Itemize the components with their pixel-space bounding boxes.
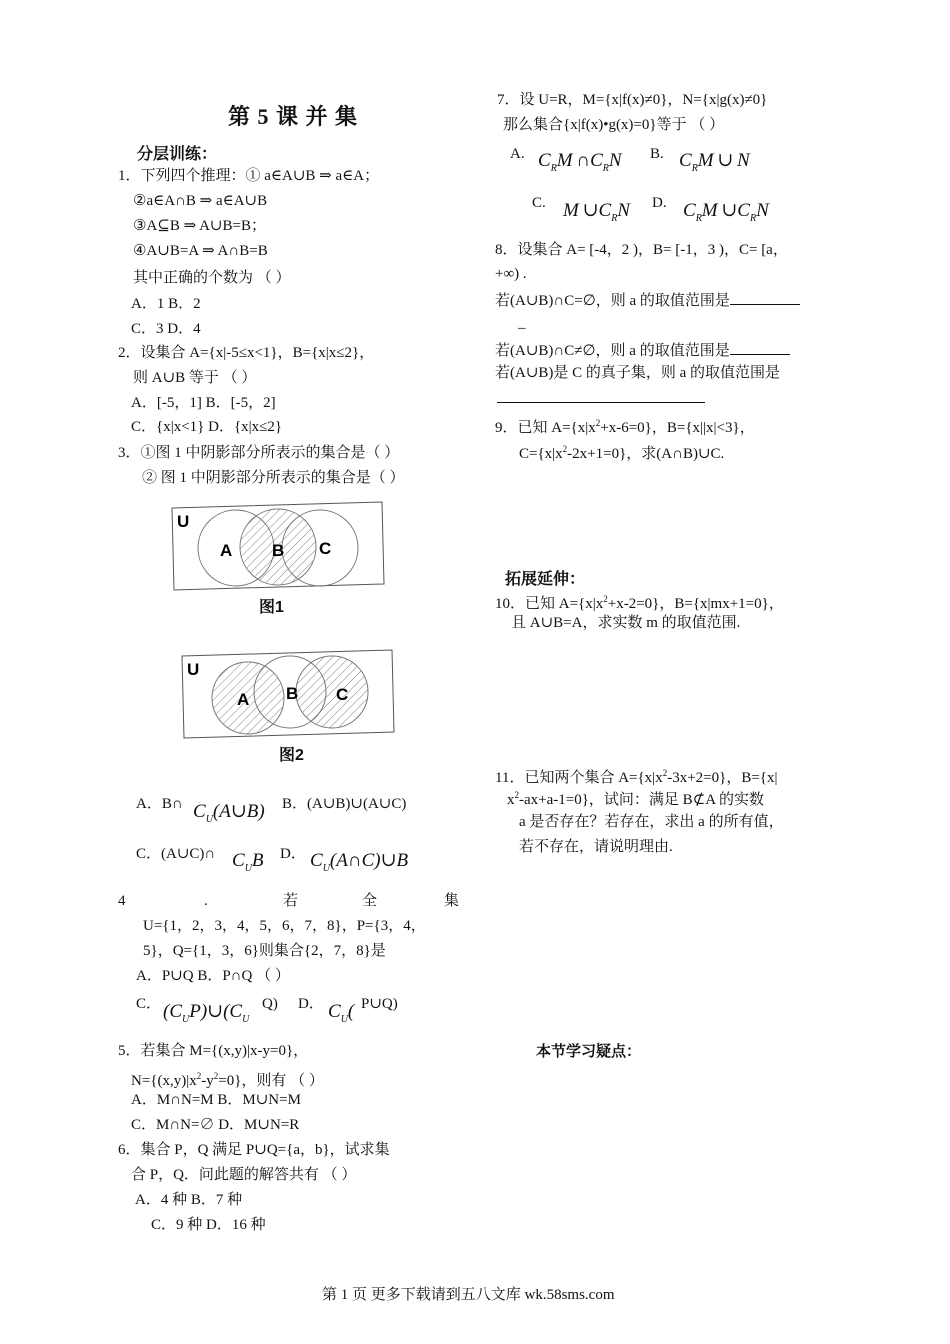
q8-line4: 若(A∪B)∩C≠∅，则 a 的取值范围是 xyxy=(495,340,790,360)
q4-dot: . xyxy=(204,893,208,909)
q5-options-cd: C．M∩N=∅ D．M∪N=R xyxy=(131,1117,300,1133)
q5-line2-c: =0}，则有 （ ） xyxy=(218,1073,324,1089)
q4-option-c-sub2: U xyxy=(242,1014,250,1025)
q10-line2: 且 A∪B=A，求实数 m 的取值范围. xyxy=(511,615,741,631)
q1-line4: ④A∪B=A ⇒ A∩B=B xyxy=(133,243,268,259)
q5-sup-1: 2 xyxy=(196,1071,202,1081)
q7-option-b-label: B. xyxy=(650,146,664,162)
q1-line5: 其中正确的个数为 （ ） xyxy=(133,270,291,286)
section-heading-layered: 分层训练： xyxy=(137,146,218,163)
q3-option-c-complement: C xyxy=(232,850,245,871)
q4-option-c xyxy=(163,1003,249,1024)
q5-line2-b: -y xyxy=(201,1073,214,1089)
q4-option-d-sub: U xyxy=(340,1014,348,1025)
fig1-label-b: B xyxy=(272,541,285,560)
q9-line2: $C=\{x|x^2-2x+1=0\}$，求(A∩B)∪C. xyxy=(519,444,725,462)
q3-option-b: B．(A∪B)∪(A∪C) xyxy=(282,796,407,812)
q5-stem: 5．若集合 M={(x,y)|x-y=0}， xyxy=(118,1043,309,1059)
q3-option-a-sub-u: U xyxy=(205,814,213,825)
q4-line2: U={1，2，3，4，5，6，7，8}，P={3，4， xyxy=(143,918,426,934)
q1-options-ab: A．1 B．2 xyxy=(131,296,201,312)
q4-option-d-prefix: D． xyxy=(298,996,324,1012)
q2-line2: 则 A∪B 等于 （ ） xyxy=(133,370,257,386)
fig1-caption: 图1 xyxy=(259,599,284,616)
q7-option-d: $C_RM$ $\cup C_RN$ xyxy=(683,200,769,224)
q7-option-b: $C_RM$ ∪ N xyxy=(679,150,750,174)
q8-blank-1 xyxy=(730,290,800,305)
q8-line2: +∞) . xyxy=(495,266,527,282)
q3-option-d xyxy=(310,852,408,873)
q8-line3-tail: _ xyxy=(518,315,526,331)
q4-option-c-sub1: U xyxy=(182,1014,190,1025)
fig2-caption: 图2 xyxy=(279,747,304,764)
q4-num: 4 xyxy=(118,893,126,909)
q4-option-c-q: Q) xyxy=(262,996,278,1012)
q3-option-c xyxy=(232,852,264,873)
page-footer: 第 1 页 更多下载请到五八文库 wk.58sms.com xyxy=(322,1287,615,1303)
q10-stem: 10．已知 $A=\{x|x^2+x-2=0\}$，B={x|mx+1=0}， xyxy=(495,594,784,612)
q7-stem: 7．设 U=R，M={x|f(x)≠0}，N={x|g(x)≠0} xyxy=(497,92,768,108)
fig1-label-u: U xyxy=(177,512,190,531)
q4-option-d-paren: ( xyxy=(347,1001,355,1022)
q8-blank-3 xyxy=(497,388,705,403)
q8-line3: 若(A∪B)∩C=∅，则 a 的取值范围是 xyxy=(495,290,800,310)
q3-option-a-prefix: A．B∩ xyxy=(136,796,183,812)
fig2-label-b: B xyxy=(286,684,299,703)
q3-option-d-complement: C xyxy=(310,850,323,871)
q1-options-cd: C．3 D．4 xyxy=(131,321,201,337)
q2-options-cd: C．{x|x<1} D．{x|x≤2} xyxy=(131,419,283,435)
q6-stem: 6．集合 P，Q 满足 P∪Q={a，b}，试求集 xyxy=(118,1142,390,1158)
q4-option-c-mid: P)∪(C xyxy=(189,1001,243,1022)
q3-stem: 3．①图 1 中阴影部分所表示的集合是（ ） xyxy=(118,445,400,461)
q3-option-d-sub-u: U xyxy=(322,863,330,874)
q8-blank-2 xyxy=(730,340,790,355)
venn-figure-2 xyxy=(180,648,400,744)
q7-option-a: $C_RM$ $\cap C_RN$ xyxy=(538,150,622,174)
q7-option-c-label: C. xyxy=(532,195,546,211)
q7-option-c: M $\cup C_RN$ xyxy=(563,200,630,224)
page-title: 第 5 课 并 集 xyxy=(228,104,359,129)
q11-line4: 若不存在，请说明理由. xyxy=(519,839,673,855)
q3-option-d-expr: (A∩C)∪B xyxy=(329,850,409,871)
q3-option-a-complement: C xyxy=(193,801,206,822)
q4-word-3: 集 xyxy=(444,893,460,909)
q4-option-c-prefix: C． xyxy=(136,996,162,1012)
q3-option-c-prefix: C．(A∪C)∩ xyxy=(136,846,216,862)
q7-option-d-label: D. xyxy=(652,195,667,211)
q4-option-d-rest: P∪Q) xyxy=(361,996,398,1012)
q3-option-a-expr: (A∪B) xyxy=(212,801,265,822)
q7-line2: 那么集合{x|f(x)•g(x)=0}等于 （ ） xyxy=(503,117,725,133)
q4-option-d xyxy=(328,1003,354,1024)
q6-line2: 合 P，Q．问此题的解答共有 （ ） xyxy=(131,1167,357,1183)
venn-figure-1 xyxy=(170,500,390,596)
q1-stem: 1．下列四个推理：① a∈A∪B ⇒ a∈A； xyxy=(118,168,380,184)
q9-stem: 9．已知 $A=\{x|x^2+x-6=0\}$，B={x||x|<3}， xyxy=(495,418,755,436)
q11-line2: $x^2-ax+a-1=0$}，试问：满足 B⊄A 的实数 xyxy=(507,790,765,808)
q4-option-c-expr1: (C xyxy=(163,1001,182,1022)
q1-line3: ③A⊆B ⇒ A∪B=B； xyxy=(133,218,266,234)
q8-stem: 8．设集合 A= [-4，2 )，B= [-1，3 )，C= [a， xyxy=(495,242,788,258)
q4-line3: 5}，Q={1，3，6}则集合{2，7，8}是 xyxy=(143,943,386,959)
q5-line2-a: N={(x,y)|x xyxy=(131,1073,197,1089)
q4-option-d-complement: C xyxy=(328,1001,341,1022)
q7-option-a-label: A. xyxy=(510,146,525,162)
q3-option-c-sub-u: U xyxy=(244,863,252,874)
q4-word-1: 若 xyxy=(283,893,299,909)
q6-options-ab: A．4 种 B．7 种 xyxy=(135,1192,243,1208)
fig1-label-c: C xyxy=(319,539,332,558)
q5-line2 xyxy=(131,1067,324,1090)
q5-sup-2: 2 xyxy=(213,1071,219,1081)
fig1-label-a: A xyxy=(220,541,233,560)
q2-stem: 2．设集合 A={x|-5≤x<1}，B={x|x≤2}， xyxy=(118,345,375,361)
fig2-label-c: C xyxy=(336,685,349,704)
q4-options-ab: A．P∪Q B．P∩Q （ ） xyxy=(136,968,290,984)
q3-option-c-b: B xyxy=(251,850,264,871)
q3-option-d-prefix: D． xyxy=(280,846,306,862)
study-doubts-heading: 本节学习疑点： xyxy=(536,1044,642,1060)
q6-options-cd: C．9 种 D．16 种 xyxy=(151,1217,266,1233)
q11-line3: a 是否存在？若存在，求出 a 的所有值， xyxy=(519,814,784,830)
q1-line2: ②a∈A∩B ⇒ a∈A∪B xyxy=(133,193,268,209)
q3-line2: ② 图 1 中阴影部分所表示的集合是（ ） xyxy=(142,470,405,486)
q4-word-2: 全 xyxy=(362,893,378,909)
q8-line5: 若(A∪B)是 C 的真子集，则 a 的取值范围是 xyxy=(495,365,781,381)
q11-stem: 11．已知两个集合 $A=\{x|x^2-3x+2=0\}$，B={x| xyxy=(495,768,778,786)
q3-option-a xyxy=(193,803,265,824)
q5-options-ab: A．M∩N=M B．M∪N=M xyxy=(131,1092,301,1108)
section-heading-extend: 拓展延伸： xyxy=(505,571,586,588)
q2-options-ab: A．[-5，1] B．[-5，2] xyxy=(131,395,276,411)
fig2-label-a: A xyxy=(237,690,250,709)
fig2-label-u: U xyxy=(187,660,200,679)
